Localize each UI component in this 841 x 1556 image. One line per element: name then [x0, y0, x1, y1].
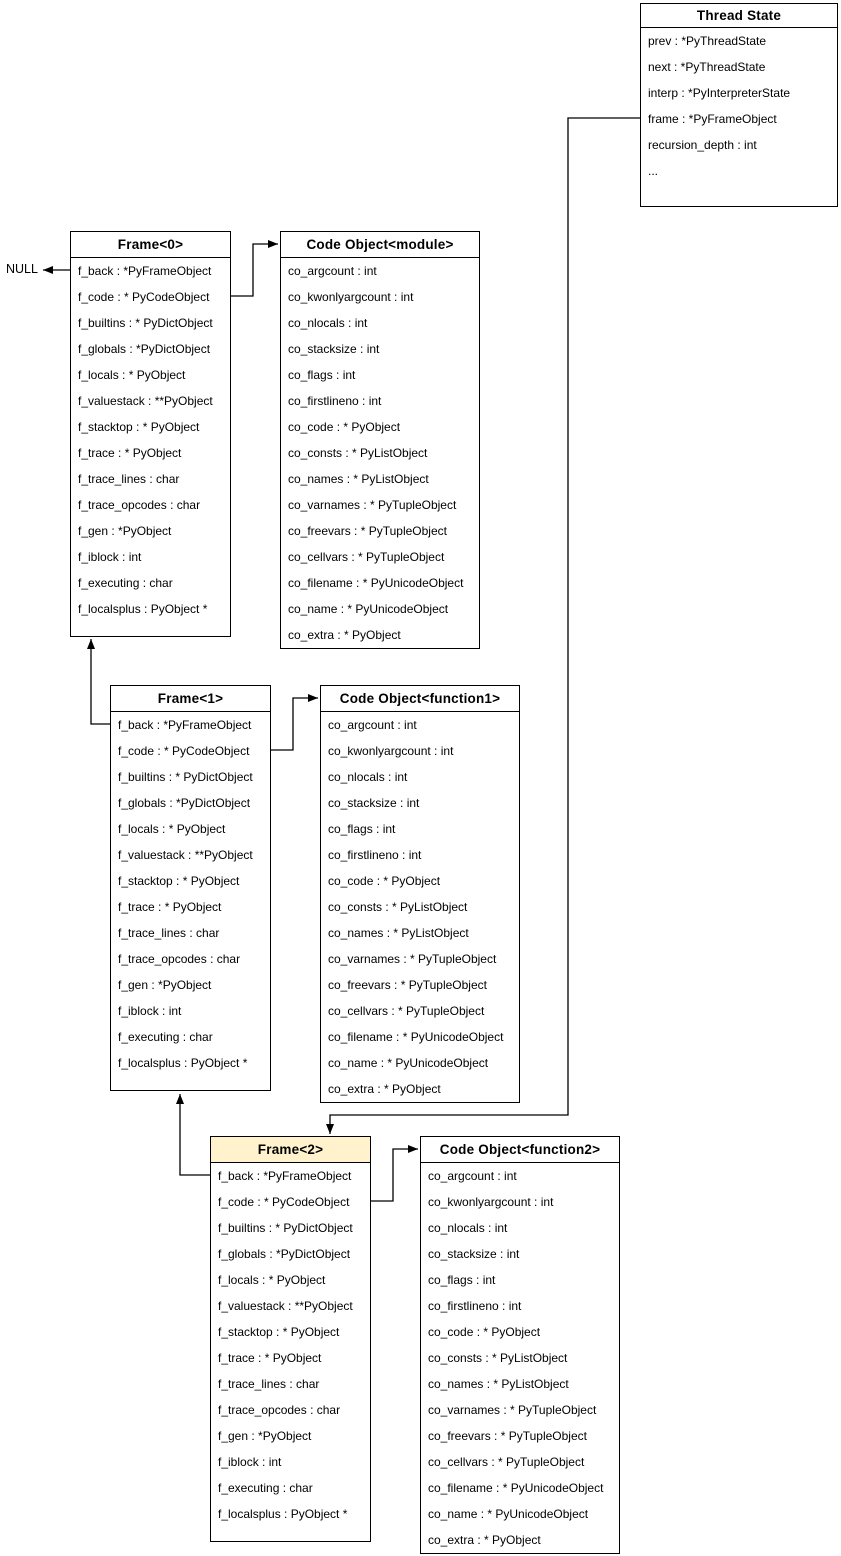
connector-frame1-fcode-to-code-function1 — [271, 698, 318, 750]
field-row: f_gen : *PyObject — [78, 524, 172, 538]
field-row: co_filename : * PyUnicodeObject — [428, 1481, 604, 1495]
field-row: co_cellvars : * PyTupleObject — [288, 550, 445, 564]
field-row: f_valuestack : **PyObject — [118, 848, 253, 862]
code-object-function2-title: Code Object<function2> — [421, 1137, 619, 1163]
field-row: f_code : * PyCodeObject — [218, 1195, 350, 1209]
field-row: f_globals : *PyDictObject — [118, 796, 251, 810]
code-object-module-fields — [281, 258, 479, 648]
field-row: co_names : * PyListObject — [288, 472, 429, 486]
field-row: co_flags : int — [288, 368, 356, 382]
null-label: NULL — [6, 262, 38, 276]
field-row: f_trace_lines : char — [218, 1377, 320, 1391]
field-row: f_trace_opcodes : char — [78, 498, 201, 512]
field-row: frame : *PyFrameObject — [648, 112, 777, 126]
field-row: next : *PyThreadState — [648, 60, 766, 74]
field-row: f_stacktop : * PyObject — [218, 1325, 340, 1339]
field-row: f_valuestack : **PyObject — [218, 1299, 353, 1313]
field-row: co_varnames : * PyTupleObject — [288, 498, 457, 512]
field-row: co_nlocals : int — [328, 770, 408, 784]
field-row: interp : *PyInterpreterState — [648, 86, 791, 100]
field-row: f_globals : *PyDictObject — [78, 342, 211, 356]
code-object-function2-fields — [421, 1163, 619, 1553]
field-row: co_freevars : * PyTupleObject — [288, 524, 447, 538]
field-row: co_stacksize : int — [288, 342, 380, 356]
field-row: f_back : *PyFrameObject — [118, 718, 252, 732]
frame2-title: Frame<2> — [211, 1137, 370, 1163]
field-row: f_locals : * PyObject — [78, 368, 186, 382]
field-row: f_locals : * PyObject — [218, 1273, 326, 1287]
field-row: f_valuestack : **PyObject — [78, 394, 213, 408]
field-row: f_localsplus : PyObject * — [218, 1507, 348, 1521]
connector-frame2-fcode-to-code-function2 — [371, 1149, 418, 1201]
field-row: f_iblock : int — [78, 550, 142, 564]
thread-state-title: Thread State — [641, 4, 837, 28]
field-row: co_argcount : int — [328, 718, 417, 732]
field-row: co_extra : * PyObject — [328, 1082, 441, 1096]
field-row: co_cellvars : * PyTupleObject — [428, 1455, 585, 1469]
field-row: f_trace_lines : char — [118, 926, 220, 940]
code-object-function2-box — [420, 1136, 620, 1554]
field-row: co_flags : int — [328, 822, 396, 836]
field-row: co_firstlineno : int — [328, 848, 422, 862]
field-row: f_code : * PyCodeObject — [118, 744, 250, 758]
field-row: f_iblock : int — [218, 1455, 282, 1469]
code-object-function1-title: Code Object<function1> — [321, 686, 519, 712]
field-row: f_builtins : * PyDictObject — [218, 1221, 353, 1235]
field-row: co_cellvars : * PyTupleObject — [328, 1004, 485, 1018]
field-row: co_varnames : * PyTupleObject — [328, 952, 497, 966]
field-row: co_code : * PyObject — [288, 420, 401, 434]
field-row: co_names : * PyListObject — [328, 926, 469, 940]
field-row: f_executing : char — [118, 1030, 213, 1044]
field-row: co_firstlineno : int — [288, 394, 382, 408]
code-object-module-box — [280, 231, 480, 649]
field-row: co_name : * PyUnicodeObject — [288, 602, 449, 616]
frame1-fields — [111, 712, 270, 1076]
field-row: co_kwonlyargcount : int — [288, 290, 414, 304]
field-row: f_trace : * PyObject — [218, 1351, 322, 1365]
field-row: ... — [648, 164, 659, 178]
field-row: f_stacktop : * PyObject — [118, 874, 240, 888]
field-row: f_trace : * PyObject — [78, 446, 182, 460]
frame1-box — [110, 685, 271, 1091]
field-row: co_firstlineno : int — [428, 1299, 522, 1313]
field-row: co_name : * PyUnicodeObject — [428, 1507, 589, 1521]
field-row: co_nlocals : int — [288, 316, 368, 330]
field-row: f_executing : char — [218, 1481, 313, 1495]
field-row: co_filename : * PyUnicodeObject — [328, 1030, 504, 1044]
field-row: co_kwonlyargcount : int — [328, 744, 454, 758]
field-row: f_back : *PyFrameObject — [78, 264, 212, 278]
field-row: co_filename : * PyUnicodeObject — [288, 576, 464, 590]
field-row: f_iblock : int — [118, 1004, 182, 1018]
field-row: f_localsplus : PyObject * — [118, 1056, 248, 1070]
connector-frame2-fback-to-frame1 — [180, 1094, 210, 1175]
frame0-box — [70, 231, 231, 637]
field-row: f_executing : char — [78, 576, 173, 590]
field-row: co_freevars : * PyTupleObject — [328, 978, 487, 992]
field-row: f_gen : *PyObject — [218, 1429, 312, 1443]
connector-frame0-fcode-to-code-module — [231, 244, 278, 296]
field-row: f_code : * PyCodeObject — [78, 290, 210, 304]
field-row: co_argcount : int — [288, 264, 377, 278]
field-row: f_trace : * PyObject — [118, 900, 222, 914]
field-row: co_kwonlyargcount : int — [428, 1195, 554, 1209]
field-row: co_consts : * PyListObject — [288, 446, 428, 460]
frame0-title: Frame<0> — [71, 232, 230, 258]
thread-state-box — [640, 3, 838, 207]
field-row: co_stacksize : int — [328, 796, 420, 810]
field-row: f_trace_opcodes : char — [218, 1403, 341, 1417]
field-row: f_back : *PyFrameObject — [218, 1169, 352, 1183]
field-row: prev : *PyThreadState — [648, 34, 767, 48]
field-row: f_builtins : * PyDictObject — [118, 770, 253, 784]
thread-state-fields — [641, 28, 837, 184]
frame2-fields — [211, 1163, 370, 1527]
field-row: f_globals : *PyDictObject — [218, 1247, 351, 1261]
field-row: co_code : * PyObject — [328, 874, 441, 888]
field-row: co_extra : * PyObject — [288, 628, 401, 642]
field-row: co_consts : * PyListObject — [328, 900, 468, 914]
field-row: f_gen : *PyObject — [118, 978, 212, 992]
field-row: f_trace_lines : char — [78, 472, 180, 486]
field-row: co_argcount : int — [428, 1169, 517, 1183]
frame2-box — [210, 1136, 371, 1542]
frame0-fields — [71, 258, 230, 622]
field-row: f_builtins : * PyDictObject — [78, 316, 213, 330]
code-object-module-title: Code Object<module> — [281, 232, 479, 258]
field-row: f_trace_opcodes : char — [118, 952, 241, 966]
field-row: co_name : * PyUnicodeObject — [328, 1056, 489, 1070]
field-row: co_extra : * PyObject — [428, 1533, 541, 1547]
field-row: co_varnames : * PyTupleObject — [428, 1403, 597, 1417]
field-row: f_localsplus : PyObject * — [78, 602, 208, 616]
field-row: f_locals : * PyObject — [118, 822, 226, 836]
field-row: co_flags : int — [428, 1273, 496, 1287]
field-row: co_nlocals : int — [428, 1221, 508, 1235]
field-row: recursion_depth : int — [648, 138, 757, 152]
field-row: f_stacktop : * PyObject — [78, 420, 200, 434]
field-row: co_freevars : * PyTupleObject — [428, 1429, 587, 1443]
field-row: co_code : * PyObject — [428, 1325, 541, 1339]
field-row: co_consts : * PyListObject — [428, 1351, 568, 1365]
connector-frame1-fback-to-frame0 — [91, 639, 110, 724]
field-row: co_names : * PyListObject — [428, 1377, 569, 1391]
frame1-title: Frame<1> — [111, 686, 270, 712]
code-object-function1-box — [320, 685, 520, 1103]
field-row: co_stacksize : int — [428, 1247, 520, 1261]
code-object-function1-fields — [321, 712, 519, 1102]
